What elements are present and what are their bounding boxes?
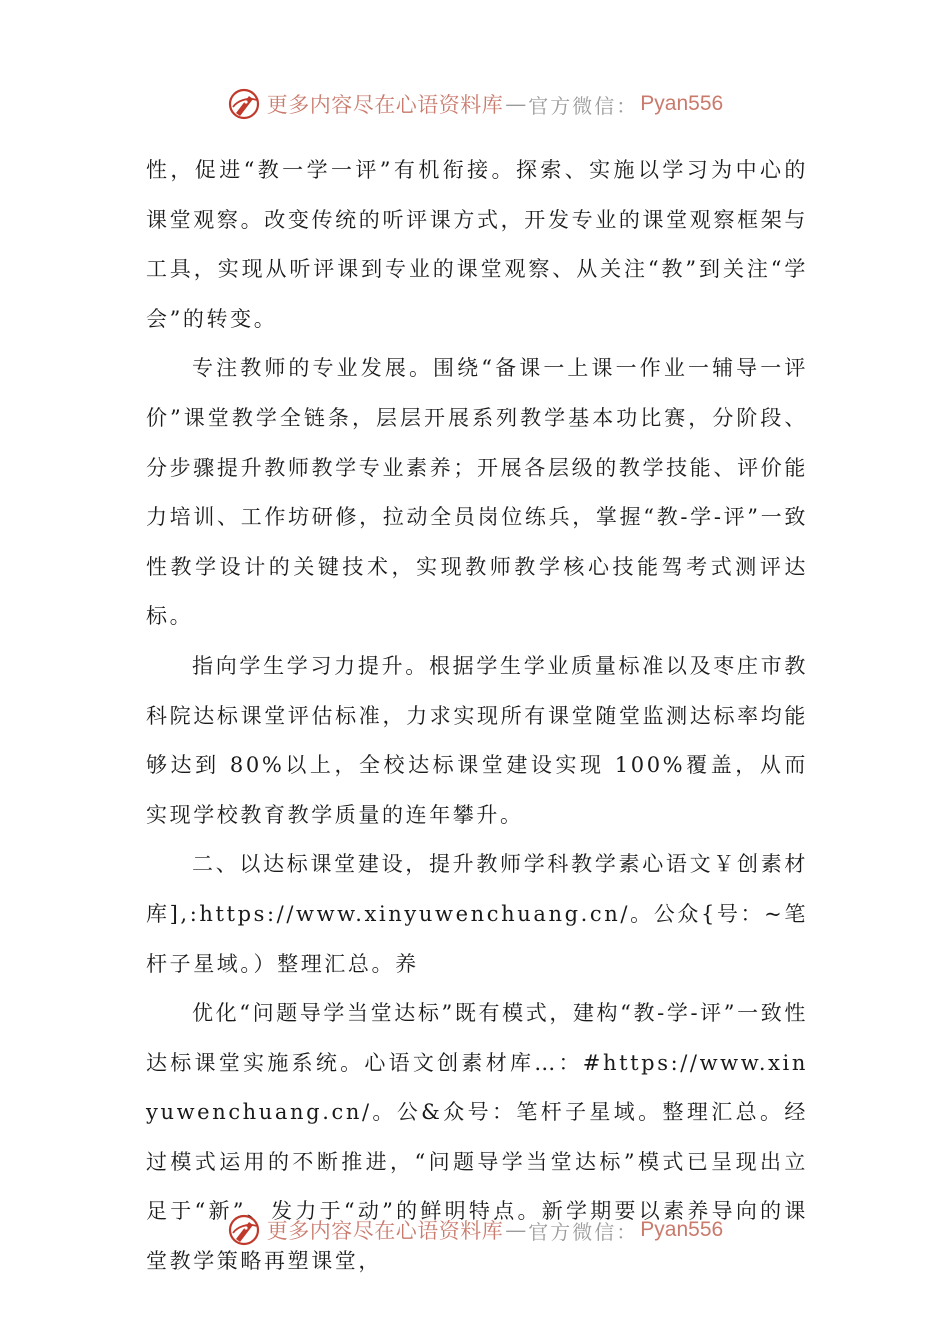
banner-label: 官方微信： xyxy=(528,93,639,118)
pen-nib-logo-icon xyxy=(227,1213,261,1247)
pen-nib-logo-icon xyxy=(227,87,261,121)
paragraph-optimize-model: 优化“问题导学当堂达标”既有模式，建构“教-学-评”一致性达标课堂实施系统。心语文创素材库…：#https://www.xinyuwenchuang.cn/。公&众号：笔杆子星域。整理汇总。经过模式运用的不断推进，“问题导学当堂达标”模式已呈现出立足于“新”、发力于“动”的鲜明特点。新学期要以素养导向的课堂教学策略再塑课堂， xyxy=(146,1001,808,1274)
banner-wechat-id: Pyan556 xyxy=(640,1218,724,1241)
paragraph-continuation: 性，促进“教一学一评”有机衔接。探索、实施以学习为中心的课堂观察。改变传统的听评课方式，开发专业的课堂观察框架与工具，实现从听评课到专业的课堂观察、从关注“教”到关注“学会”的转变。 xyxy=(146,158,808,331)
paragraph-teacher-development: 专注教师的专业发展。围绕“备课一上课一作业一辅导一评价”课堂教学全链条，层层开展系列教学基本功比赛，分阶段、分步骤提升教师教学专业素养；开展各层级的教学技能、评价能力培训、工作坊研修，拉动全员岗位练兵，掌握“教-学-评”一致性教学设计的关键技术，实现教师教学核心技能驾考式测评达标。 xyxy=(146,356,808,629)
banner-separator: — xyxy=(505,92,527,116)
document-body xyxy=(146,146,808,1287)
paragraph-student-learning: 指向学生学习力提升。根据学生学业质量标准以及枣庄市教科院达标课堂评估标准，力求实现所有课堂随堂监测达标率均能够达到 80%以上，全校达标课堂建设实现 100%覆盖，从而实现学校教育教学质量的连年攀升。 xyxy=(146,653,808,827)
banner-title: 更多内容尽在心语资料库 xyxy=(266,1219,504,1243)
banner-title: 更多内容尽在心语资料库 xyxy=(266,93,504,117)
footer-watermark-banner xyxy=(0,1208,950,1252)
banner-wechat-id: Pyan556 xyxy=(640,92,724,115)
header-watermark-banner xyxy=(0,82,950,126)
banner-separator: — xyxy=(505,1218,527,1242)
banner-label: 官方微信： xyxy=(528,1219,639,1244)
section-heading-two: 二、以达标课堂建设，提升教师学科教学素心语文￥创素材库],:https://www.xinyuwenchuang.cn/。公众{号：~笔杆子星域。）整理汇总。养 xyxy=(146,852,808,976)
